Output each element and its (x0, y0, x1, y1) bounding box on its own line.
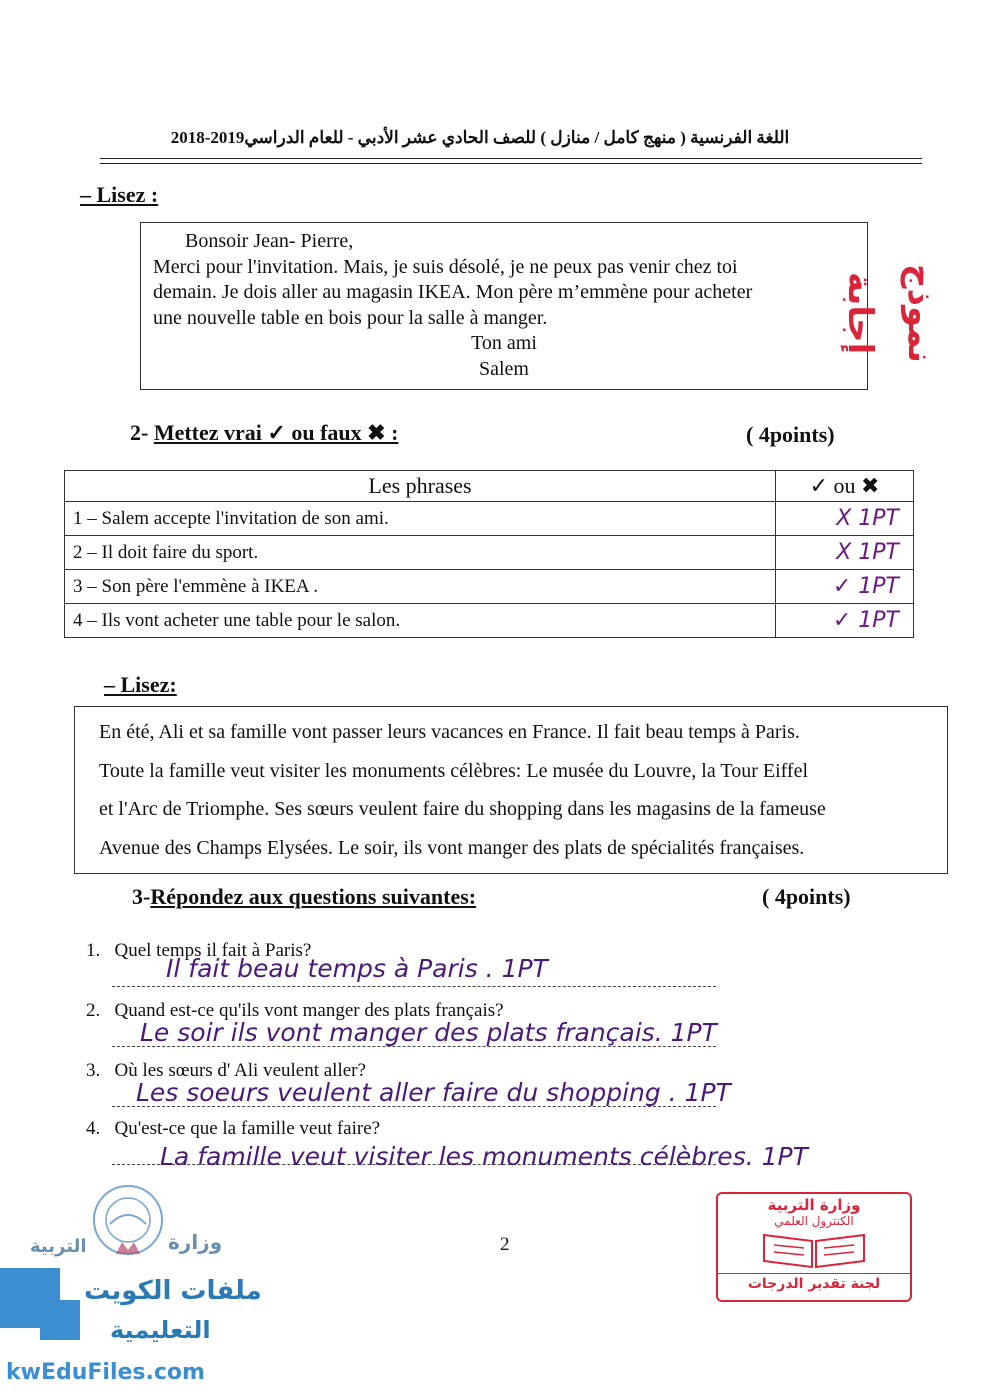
answer-line-1 (112, 986, 716, 987)
logo-ministry-right: وزارة (168, 1230, 223, 1254)
logo-brand-line-2: التعليمية (110, 1316, 211, 1344)
header-divider (100, 158, 922, 164)
handwritten-answer-2: Le soir ils vont manger des plats français. 1PT (140, 1018, 717, 1047)
table-row (65, 502, 914, 536)
paragraph-line-1: En été, Ali et sa famille vont passer leurs vacances en France. Il fait beau temps à Paris. (99, 721, 800, 743)
table-row (65, 570, 914, 604)
letter-signature: Salem (479, 357, 529, 380)
logo-site-url: kwEduFiles.com (6, 1360, 205, 1385)
answer-model-stamp: نموذج إجابة (840, 263, 940, 363)
letter-closing: Ton ami (471, 332, 537, 354)
question-1: 1. Quel temps il fait à Paris? (86, 940, 312, 961)
paragraph-line-2: Toute la famille veut visiter les monuments célèbres: Le musée du Louvre, la Tour Eiffel (99, 759, 809, 782)
page-number: 2 (500, 1234, 510, 1255)
section-lisez-1-heading: – Lisez : (80, 182, 159, 207)
page-header: اللغة الفرنسية ( منهج كامل / منازل ) للصف الحادي عشر الأدبي - للعام الدراسي2019-2018 (170, 128, 790, 147)
stamp-line-2: الكنترول العلمي (774, 1214, 854, 1228)
paragraph-line-4: Avenue des Champs Elysées. Le soir, ils vont manger des plats de spécialités françaises. (99, 836, 805, 859)
letter-line-2: demain. Je dois aller au magasin IKEA. Mon père m’emmène pour acheter (153, 281, 753, 303)
phrase-cell: 1 – Salem accepte l'invitation de son ami. (65, 502, 776, 536)
answer-cell: X 1PT (776, 502, 914, 536)
answer-cell: ✓ 1PT (776, 604, 914, 638)
section-3-points: ( 4points) (762, 884, 851, 909)
reading-paragraph-box (74, 706, 948, 874)
section-lisez-2-heading: – Lisez: (104, 672, 177, 697)
handwritten-answer-4: La famille veut visiter les monuments célèbres. 1PT (160, 1142, 808, 1171)
question-4: 4. Qu'est-ce que la famille veut faire? (86, 1118, 381, 1139)
table-row (65, 536, 914, 570)
table-header-row (65, 471, 914, 502)
question-2: 2. Quand est-ce qu'ils vont manger des plats français? (86, 1000, 504, 1021)
grading-stamp (716, 1192, 912, 1302)
section-2-heading: 2- Mettez vrai ✓ ou faux ✖ : (130, 420, 399, 445)
ministry-emblem-icon (78, 1180, 178, 1266)
answer-cell: ✓ 1PT (776, 570, 914, 604)
section-3-heading: 3-Répondez aux questions suivantes: (132, 884, 477, 909)
phrase-cell: 3 – Son père l'emmène à IKEA . (65, 570, 776, 604)
letter-line-1: Merci pour l'invitation. Mais, je suis désolé, je ne peux pas venir chez toi (153, 255, 738, 278)
table-row (65, 604, 914, 638)
logo-brand-line-1: ملفات الكويت (84, 1276, 262, 1306)
letter-box (140, 222, 868, 390)
question-3: 3. Où les sœurs d' Ali veulent aller? (86, 1060, 366, 1081)
answer-cell: X 1PT (776, 536, 914, 570)
stamp-line-1: وزارة التربية (767, 1196, 861, 1214)
handwritten-answer-3: Les soeurs veulent aller faire du shopping . 1PT (136, 1078, 731, 1107)
paragraph-line-3: et l'Arc de Triomphe. Ses sœurs veulent faire du shopping dans les magasins de la fameuse (99, 798, 826, 820)
true-false-table (64, 470, 914, 638)
phrase-cell: 4 – Ils vont acheter une table pour le salon. (65, 604, 776, 638)
logo-block-icon-2 (40, 1300, 80, 1340)
section-2-points: ( 4points) (746, 422, 835, 447)
stamp-book-icon (718, 1229, 910, 1269)
phrase-cell: 2 – Il doit faire du sport. (65, 536, 776, 570)
letter-line-3: une nouvelle table en bois pour la salle à manger. (153, 306, 548, 329)
logo-ministry-left: التربية (30, 1236, 87, 1257)
letter-greeting: Bonsoir Jean- Pierre, (185, 230, 354, 252)
handwritten-answer-1: Il fait beau temps à Paris . 1PT (166, 954, 548, 983)
col-phrases-header: Les phrases (65, 471, 776, 502)
stamp-line-3: لجنة تقدير الدرجات (718, 1273, 910, 1292)
col-answer-header: ✓ ou ✖ (776, 471, 914, 502)
